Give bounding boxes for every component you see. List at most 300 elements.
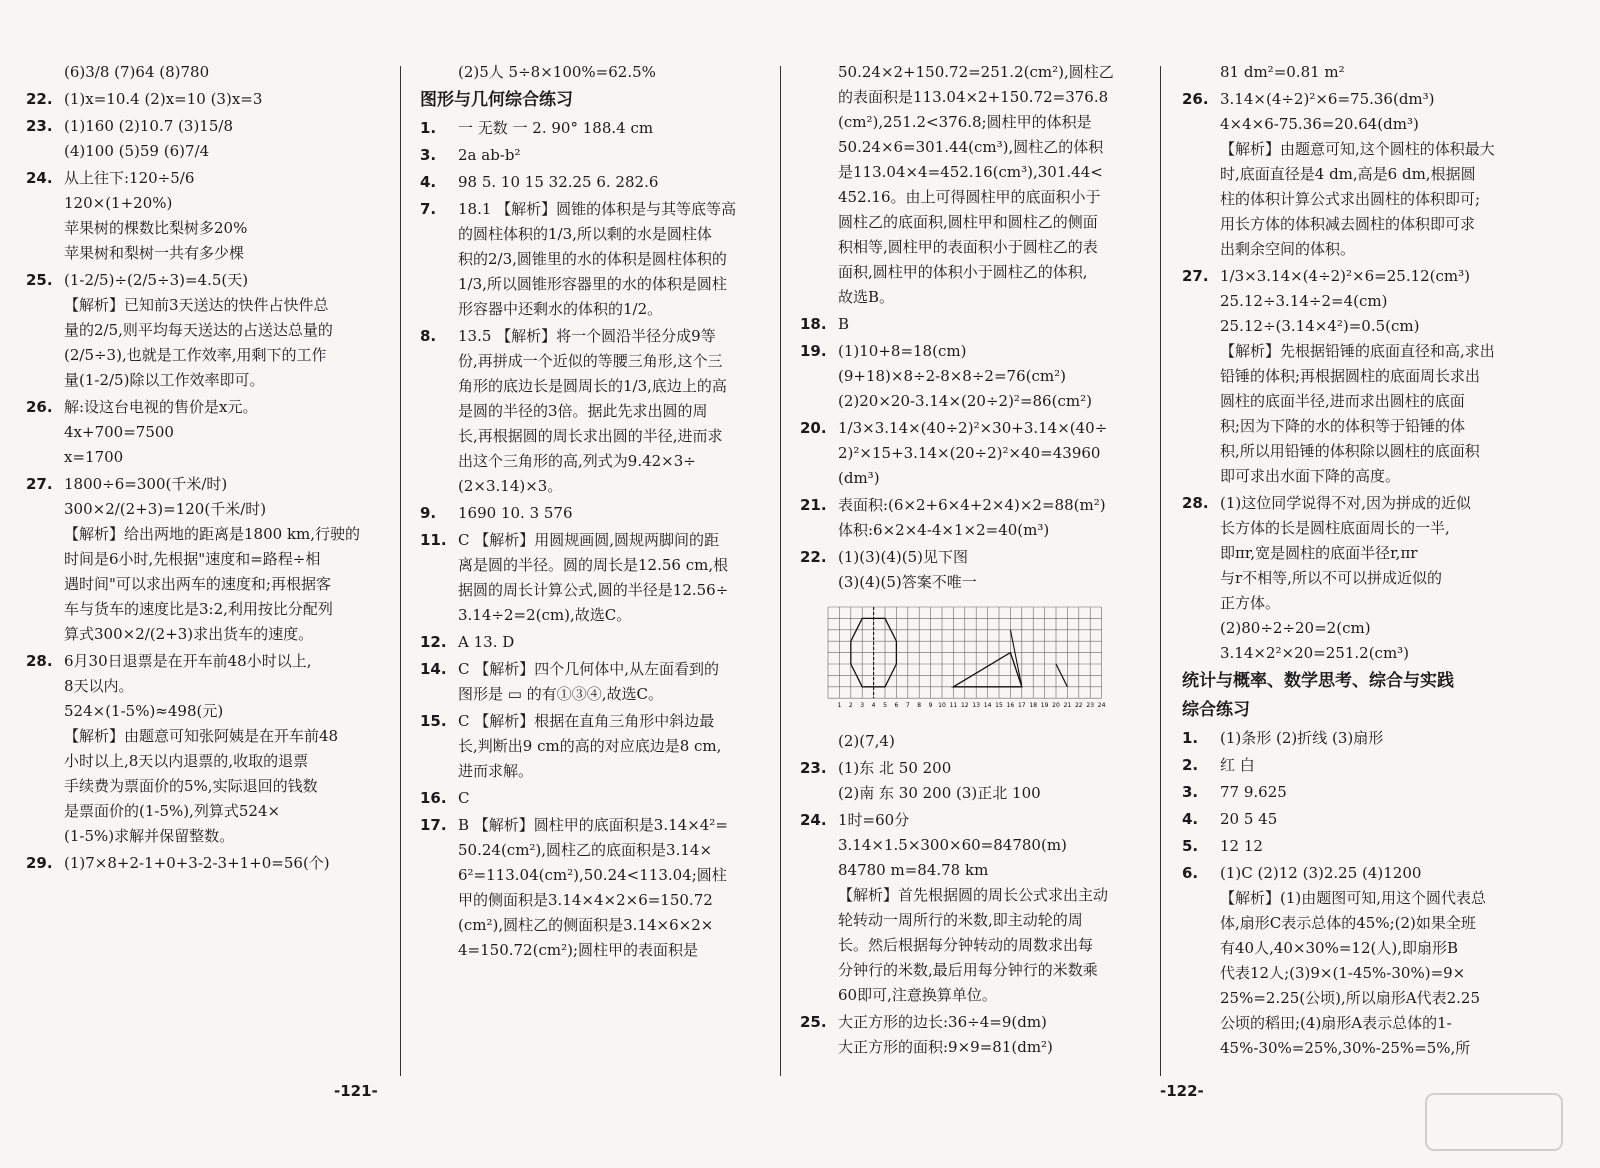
grid-axis-label: 12 xyxy=(960,702,969,710)
answer-line xyxy=(26,572,382,597)
answer-line xyxy=(800,983,1140,1008)
answer-line xyxy=(1182,87,1572,112)
answer-item xyxy=(26,60,382,85)
answer-text: (2)80÷2÷20=2(cm) xyxy=(1220,619,1371,637)
question-number: 21. xyxy=(800,496,827,514)
answer-line xyxy=(800,389,1140,414)
answer-line xyxy=(800,466,1140,491)
answer-text: 524×(1-5%)≈498(元) xyxy=(64,702,224,720)
answer-text: 300×2/(2+3)=120(千米/时) xyxy=(64,500,267,518)
column-3 xyxy=(800,60,1140,1062)
grid-axis-label: 5 xyxy=(883,702,887,710)
answer-text: 体,扇形C表示总体的45%;(2)如果全班 xyxy=(1220,914,1476,932)
answer-text: (2)20×20-3.14×(20÷2)²=86(cm²) xyxy=(838,392,1092,410)
answer-item xyxy=(800,729,1140,754)
answer-line xyxy=(26,547,382,572)
answer-text: 车与货车的速度比是3:2,利用按比分配列 xyxy=(64,600,333,618)
answer-line xyxy=(1182,137,1572,162)
answer-text: (1)条形 (2)折线 (3)扇形 xyxy=(1220,729,1384,747)
answer-text: (9+18)×8÷2-8×8÷2=76(cm²) xyxy=(838,367,1066,385)
answer-line xyxy=(1182,491,1572,516)
answer-text: 3.14÷2=2(cm),故选C。 xyxy=(458,606,632,624)
answer-line xyxy=(800,570,1140,595)
answer-text: 积;因为下降的水的体积等于铅锤的体 xyxy=(1220,417,1466,435)
answer-line xyxy=(1182,464,1572,489)
answer-line xyxy=(800,60,1140,85)
question-number: 3. xyxy=(420,146,437,164)
answer-line xyxy=(420,938,762,963)
answer-item xyxy=(420,170,762,195)
answer-line xyxy=(420,786,762,811)
answer-line xyxy=(1182,389,1572,414)
answer-line xyxy=(1182,439,1572,464)
question-number: 29. xyxy=(26,854,53,872)
answer-line xyxy=(1182,780,1572,805)
answer-text: 表面积:(6×2+6×4+2×4)×2=88(m²) xyxy=(838,496,1106,514)
answer-line xyxy=(800,285,1140,310)
answer-line xyxy=(1182,541,1572,566)
answer-text: 算式300×2/(2+3)求出货车的速度。 xyxy=(64,625,314,643)
answer-line xyxy=(26,420,382,445)
section-heading-statistics-2: 综合练习 xyxy=(1182,700,1250,720)
answer-line xyxy=(1182,314,1572,339)
answer-item xyxy=(420,197,762,322)
answer-item xyxy=(800,808,1140,1008)
answer-line xyxy=(1182,861,1572,886)
section-heading-geometry: 图形与几何综合练习 xyxy=(420,90,573,110)
answer-text: 出这个三角形的高,列式为9.42×3÷ xyxy=(458,452,696,470)
question-number: 5. xyxy=(1182,837,1199,855)
answer-text: 【解析】由题意可知,这个圆柱的体积最大 xyxy=(1220,140,1495,158)
answer-text: 25%=2.25(公顷),所以扇形A代表2.25 xyxy=(1220,989,1481,1007)
answer-text: 1/3,所以圆锥形容器里的水的体积是圆柱 xyxy=(458,275,727,293)
answer-line xyxy=(800,518,1140,543)
answer-line xyxy=(800,883,1140,908)
answer-text: 形容器中还剩水的体积的1/2。 xyxy=(458,300,663,318)
question-number: 11. xyxy=(420,531,447,549)
answer-text: 50.24×2+150.72=251.2(cm²),圆柱乙 xyxy=(838,63,1114,81)
answer-line xyxy=(420,297,762,322)
answer-item xyxy=(420,116,762,141)
answer-text: C xyxy=(458,789,470,807)
question-number: 28. xyxy=(26,652,53,670)
answer-item xyxy=(800,60,1140,310)
question-number: 1. xyxy=(420,119,437,137)
answer-item xyxy=(1182,753,1572,778)
answer-item xyxy=(1182,834,1572,859)
answer-item xyxy=(26,268,382,393)
answer-text: 45%-30%=25%,30%-25%=5%,所 xyxy=(1220,1039,1471,1057)
question-number: 23. xyxy=(800,759,827,777)
answer-text: (2×3.14)×3。 xyxy=(458,477,563,495)
vertical-divider-3 xyxy=(1160,66,1161,1076)
answer-text: 2)²×15+3.14×(20÷2)²×40=43960 xyxy=(838,444,1101,462)
answer-line xyxy=(800,493,1140,518)
answer-line xyxy=(1182,414,1572,439)
answer-text: (1)7×8+2-1+0+3-2-3+1+0=56(个) xyxy=(64,854,330,872)
question-number: 18. xyxy=(800,315,827,333)
answer-item xyxy=(800,756,1140,806)
answer-line xyxy=(1182,591,1572,616)
answer-text: 有40人,40×30%=12(人),即扇形B xyxy=(1220,939,1459,957)
answer-line xyxy=(420,838,762,863)
question-number: 19. xyxy=(800,342,827,360)
grid-axis-label: 7 xyxy=(905,702,910,710)
answer-text: 量(1-2/5)除以工作效率即可。 xyxy=(64,371,265,389)
answer-text: B xyxy=(838,315,850,333)
grid-axis-label: 6 xyxy=(894,702,899,710)
answer-item xyxy=(1182,87,1572,262)
answer-text: 6²=113.04(cm²),50.24<113.04;圆柱 xyxy=(458,866,727,884)
answer-text: 60即可,注意换算单位。 xyxy=(838,986,997,1004)
answer-line xyxy=(26,114,382,139)
answer-text: (1)这位同学说得不对,因为拼成的近似 xyxy=(1220,494,1472,512)
answer-line xyxy=(800,833,1140,858)
answer-line xyxy=(1182,1036,1572,1061)
answer-line xyxy=(26,824,382,849)
answer-text: 与r不相等,所以不可以拼成近似的 xyxy=(1220,569,1442,587)
answer-text: 量的2/5,则平均每天送达的占送达总量的 xyxy=(64,321,333,339)
answer-line xyxy=(800,260,1140,285)
answer-text: (1)(3)(4)(5)见下图 xyxy=(838,548,968,566)
answer-text: 6月30日退票是在开车前48小时以上, xyxy=(64,652,312,670)
answer-text: 积相等,圆柱甲的表面积小于圆柱乙的表 xyxy=(838,238,1098,256)
answer-line xyxy=(800,235,1140,260)
answer-item xyxy=(420,709,762,784)
answer-text: (1)x=10.4 (2)x=10 (3)x=3 xyxy=(64,90,263,108)
question-number: 24. xyxy=(26,169,53,187)
answer-item xyxy=(26,114,382,164)
answer-line xyxy=(420,374,762,399)
answer-text: (dm³) xyxy=(838,469,880,487)
answer-item xyxy=(800,493,1140,543)
answer-line xyxy=(420,474,762,499)
answer-line xyxy=(420,272,762,297)
grid-axis-label: 3 xyxy=(860,702,865,710)
answer-text: 1800÷6=300(千米/时) xyxy=(64,475,228,493)
question-number: 25. xyxy=(26,271,53,289)
answer-line xyxy=(800,110,1140,135)
answer-text: (1)C (2)12 (3)2.25 (4)1200 xyxy=(1220,864,1422,882)
grid-axis-label: 18 xyxy=(1029,702,1038,710)
vertical-divider-1 xyxy=(400,66,401,1076)
grid-axis-label: 4 xyxy=(871,702,876,710)
answer-line xyxy=(800,756,1140,781)
question-number: 26. xyxy=(26,398,53,416)
answer-line xyxy=(1182,1011,1572,1036)
answer-text: B 【解析】圆柱甲的底面积是3.14×4²= xyxy=(458,816,728,834)
answer-text: 时间是6小时,先根据"速度和=路程÷相 xyxy=(64,550,321,568)
answer-text: 甲的侧面积是3.14×4×2×6=150.72 xyxy=(458,891,713,909)
answer-text: 面积,圆柱甲的体积小于圆柱乙的体积, xyxy=(838,263,1088,281)
question-number: 7. xyxy=(420,200,437,218)
answer-text: C 【解析】用圆规画圆,圆规两脚间的距 xyxy=(458,531,720,549)
grid-axis-label: 14 xyxy=(983,702,992,710)
question-number: 20. xyxy=(800,419,827,437)
answer-line xyxy=(420,863,762,888)
question-number: 27. xyxy=(1182,267,1209,285)
answer-text: (6)3/8 (7)64 (8)780 xyxy=(64,63,210,81)
answer-text: (2)(7,4) xyxy=(838,732,895,750)
answer-line xyxy=(420,630,762,655)
answer-line xyxy=(420,349,762,374)
answer-text: (cm²),圆柱乙的侧面积是3.14×6×2× xyxy=(458,916,714,934)
answer-line xyxy=(26,368,382,393)
question-number: 26. xyxy=(1182,90,1209,108)
grid-axis-label: 10 xyxy=(938,702,946,710)
question-number: 6. xyxy=(1182,864,1199,882)
answer-line xyxy=(420,682,762,707)
grid-axis-label: 20 xyxy=(1052,702,1060,710)
grid-axis-label: 15 xyxy=(995,702,1003,710)
answer-text: C 【解析】四个几何体中,从左面看到的 xyxy=(458,660,720,678)
answer-line xyxy=(800,441,1140,466)
answer-item xyxy=(420,528,762,628)
answer-text: 圆柱的底面半径,进而求出圆柱的底面 xyxy=(1220,392,1465,410)
answer-text: 【解析】由题意可知张阿姨是在开车前48 xyxy=(64,727,339,745)
grid-axis-label: 24 xyxy=(1097,702,1106,710)
watermark-logo xyxy=(1424,1092,1564,1152)
answer-item xyxy=(800,1010,1140,1060)
answer-text: 3.14×(4÷2)²×6=75.36(dm³) xyxy=(1220,90,1435,108)
answer-line xyxy=(420,553,762,578)
answer-text: 圆柱乙的底面积,圆柱甲和圆柱乙的侧面 xyxy=(838,213,1098,231)
answer-item xyxy=(800,339,1140,414)
answer-item xyxy=(1182,780,1572,805)
answer-text: (1-2/5)÷(2/5÷3)=4.5(天) xyxy=(64,271,249,289)
answer-text: 图形是 ▭ 的有①③④,故选C。 xyxy=(458,685,663,703)
answer-text: 离是圆的半径。圆的周长是12.56 cm,根 xyxy=(458,556,729,574)
answer-text: (2)南 东 30 200 (3)正北 100 xyxy=(838,784,1041,802)
answer-line xyxy=(1182,289,1572,314)
answer-item xyxy=(26,851,382,876)
vertical-divider-2 xyxy=(780,66,781,1076)
answer-text: 一 无数 一 2. 90° 188.4 cm xyxy=(458,119,654,137)
answer-line xyxy=(420,222,762,247)
answer-line xyxy=(420,734,762,759)
answer-line xyxy=(26,216,382,241)
question-number: 23. xyxy=(26,117,53,135)
answer-text: 1690 10. 3 576 xyxy=(458,504,573,522)
answer-text: 13.5 【解析】将一个圆沿半径分成9等 xyxy=(458,327,716,345)
answer-line xyxy=(26,166,382,191)
column-4 xyxy=(1182,60,1572,1063)
answer-line xyxy=(26,597,382,622)
answer-line xyxy=(420,424,762,449)
answer-line xyxy=(420,913,762,938)
question-number: 3. xyxy=(1182,783,1199,801)
answer-item xyxy=(800,416,1140,491)
answer-line xyxy=(1182,834,1572,859)
answer-line xyxy=(420,657,762,682)
answer-item xyxy=(1182,807,1572,832)
answer-text: 长,再根据圆的周长求出圆的半径,进而求 xyxy=(458,427,723,445)
answer-line xyxy=(26,318,382,343)
answer-line xyxy=(1182,886,1572,911)
answer-line xyxy=(26,851,382,876)
answer-text: 是113.04×4=452.16(cm³),301.44< xyxy=(838,163,1103,181)
answer-text: 进而求解。 xyxy=(458,762,534,780)
answer-line xyxy=(800,312,1140,337)
answer-line xyxy=(800,85,1140,110)
answer-line xyxy=(26,472,382,497)
answer-line xyxy=(26,749,382,774)
column-1 xyxy=(26,60,382,878)
answer-line xyxy=(420,324,762,349)
grid-axis-label: 22 xyxy=(1074,702,1083,710)
question-number: 22. xyxy=(800,548,827,566)
answer-item xyxy=(800,545,1140,595)
answer-text: 体积:6×2×4-4×1×2=40(m³) xyxy=(838,521,1050,539)
answer-text: 分钟行的米数,最后用每分钟行的米数乘 xyxy=(838,961,1098,979)
answer-line xyxy=(420,759,762,784)
answer-line xyxy=(1182,807,1572,832)
answer-item xyxy=(800,312,1140,337)
grid-axis-label: 1 xyxy=(837,702,842,710)
answer-text: 苹果树的棵数比梨树多20% xyxy=(64,219,248,237)
answer-line xyxy=(26,724,382,749)
answer-line xyxy=(26,522,382,547)
grid-axis-label: 19 xyxy=(1040,702,1049,710)
answer-line xyxy=(1182,566,1572,591)
answer-text: 故选B。 xyxy=(838,288,895,306)
answer-text: (2/5÷3),也就是工作效率,用剩下的工作 xyxy=(64,346,327,364)
answer-text: x=1700 xyxy=(64,448,124,466)
answer-text: 1时=60分 xyxy=(838,811,910,829)
answer-line xyxy=(1182,339,1572,364)
page-number-right: -122- xyxy=(1160,1082,1204,1100)
answer-line xyxy=(420,603,762,628)
answer-text: (1)10+8=18(cm) xyxy=(838,342,967,360)
answer-text: 轮转动一周所行的米数,即主动轮的周 xyxy=(838,911,1083,929)
answer-text: (1-5%)求解并保留整数。 xyxy=(64,827,235,845)
answer-line xyxy=(1182,516,1572,541)
answer-line xyxy=(800,808,1140,833)
question-number: 9. xyxy=(420,504,437,522)
answer-text: 代表12人;(3)9×(1-45%-30%)=9× xyxy=(1220,964,1466,982)
answer-text: (cm²),251.2<376.8;圆柱甲的体积是 xyxy=(838,113,1092,131)
answer-text: 的圆柱体积的1/3,所以剩的水是圆柱体 xyxy=(458,225,712,243)
answer-text: 1/3×3.14×(40÷2)²×30+3.14×(40÷ xyxy=(838,419,1108,437)
answer-line xyxy=(1182,212,1572,237)
answer-item xyxy=(420,630,762,655)
answer-text: 用长方体的体积减去圆柱的体积即可求 xyxy=(1220,215,1476,233)
answer-line xyxy=(1182,616,1572,641)
answer-line xyxy=(800,339,1140,364)
answer-text: 12 12 xyxy=(1220,837,1263,855)
answer-line xyxy=(800,185,1140,210)
answer-text: 81 dm²=0.81 m² xyxy=(1220,63,1345,81)
answer-line xyxy=(800,416,1140,441)
answer-text: 18.1 【解析】圆锥的体积是与其等底等高 xyxy=(458,200,737,218)
answer-line xyxy=(26,395,382,420)
answer-line xyxy=(800,1010,1140,1035)
answer-line xyxy=(26,343,382,368)
answer-text: (4)100 (5)59 (6)7/4 xyxy=(64,142,210,160)
answer-line xyxy=(1182,162,1572,187)
grid-axis-label: 23 xyxy=(1086,702,1095,710)
answer-text: 25.12÷(3.14×4²)=0.5(cm) xyxy=(1220,317,1420,335)
answer-text: 份,再拼成一个近似的等腰三角形,这个三 xyxy=(458,352,723,370)
answer-text: 从上往下:120÷5/6 xyxy=(64,169,195,187)
answer-line xyxy=(800,364,1140,389)
answer-line xyxy=(26,497,382,522)
answer-line xyxy=(26,649,382,674)
answer-line xyxy=(1182,112,1572,137)
answer-text: 长。然后根据每分钟转动的周数求出每 xyxy=(838,936,1094,954)
answer-text: 铅锤的体积;再根据圆柱的底面周长求出 xyxy=(1220,367,1481,385)
answer-line xyxy=(420,197,762,222)
answer-item xyxy=(26,395,382,470)
grid-axis-label: 21 xyxy=(1063,702,1072,710)
answer-item xyxy=(26,87,382,112)
answer-line xyxy=(1182,986,1572,1011)
answer-line xyxy=(1182,237,1572,262)
answer-text: 【解析】给出两地的距离是1800 km,行驶的 xyxy=(64,525,361,543)
question-number: 22. xyxy=(26,90,53,108)
grid-axis-label: 9 xyxy=(928,702,933,710)
answer-text: 红 白 xyxy=(1220,756,1255,774)
question-number: 27. xyxy=(26,475,53,493)
answer-line xyxy=(26,674,382,699)
answer-line xyxy=(800,210,1140,235)
answer-line xyxy=(420,709,762,734)
answer-item xyxy=(26,649,382,849)
answer-text: 3.14×2²×20=251.2(cm³) xyxy=(1220,644,1410,662)
answer-text: 4×4×6-75.36=20.64(dm³) xyxy=(1220,115,1419,133)
answer-line xyxy=(800,729,1140,754)
answer-line xyxy=(1182,961,1572,986)
answer-line xyxy=(420,247,762,272)
answer-item xyxy=(26,472,382,647)
answer-text: 解:设这台电视的售价是x元。 xyxy=(64,398,258,416)
answer-text: 【解析】已知前3天送达的快件占快件总 xyxy=(64,296,329,314)
answer-item xyxy=(1182,861,1572,1061)
page-number-left: -121- xyxy=(334,1082,378,1100)
answer-item xyxy=(26,166,382,266)
answer-text: 遇时间"可以求出两车的速度和;再根据客 xyxy=(64,575,331,593)
answer-line xyxy=(26,60,382,85)
answer-text: 【解析】(1)由题图可知,用这个圆代表总 xyxy=(1220,889,1487,907)
answer-text: 积,所以用铅锤的体积除以圆柱的底面积 xyxy=(1220,442,1480,460)
answer-text: 苹果树和梨树一共有多少棵 xyxy=(64,244,245,262)
answer-line xyxy=(1182,911,1572,936)
question-number: 28. xyxy=(1182,494,1209,512)
answer-line xyxy=(26,774,382,799)
answer-item xyxy=(420,786,762,811)
answer-text: 8天以内。 xyxy=(64,677,134,695)
answer-text: 公顷的稻田;(4)扇形A表示总体的1- xyxy=(1220,1014,1452,1032)
answer-text: 手续费为票面价的5%,实际退回的钱数 xyxy=(64,777,318,795)
answer-line xyxy=(1182,264,1572,289)
answer-line xyxy=(420,813,762,838)
answer-text: 柱的体积计算公式求出圆柱的体积即可; xyxy=(1220,190,1481,208)
answer-text: 角形的底边长是圆周长的1/3,底边上的高 xyxy=(458,377,727,395)
answer-text: 据圆的周长计算公式,圆的半径是12.56÷ xyxy=(458,581,729,599)
answer-text: A 13. D xyxy=(458,633,515,651)
answer-line xyxy=(26,191,382,216)
answer-item xyxy=(420,324,762,499)
grid-axis-label: 13 xyxy=(972,702,981,710)
answer-line xyxy=(800,933,1140,958)
answer-line xyxy=(26,622,382,647)
answer-text: 小时以上,8天以内退票的,收取的退票 xyxy=(64,752,309,770)
answer-item xyxy=(1182,60,1572,85)
answer-line xyxy=(1182,364,1572,389)
question-number: 24. xyxy=(800,811,827,829)
question-number: 4. xyxy=(1182,810,1199,828)
answer-text: 98 5. 10 15 32.25 6. 282.6 xyxy=(458,173,659,191)
